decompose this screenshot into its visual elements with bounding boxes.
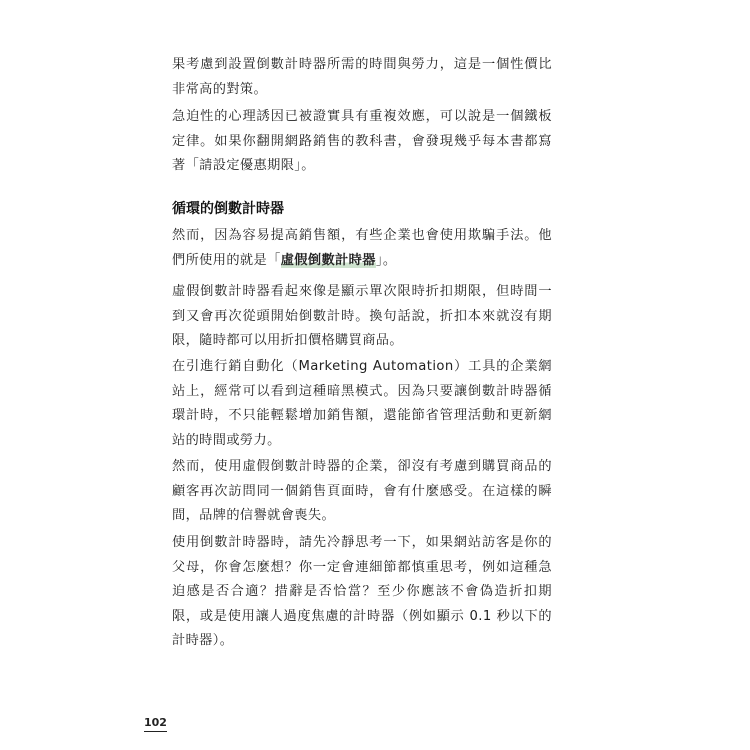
- page-number: 102: [144, 716, 167, 732]
- paragraph-7: 使用倒數計時器時，請先冷靜思考一下，如果網站訪客是你的父母，你會怎麼想？你一定會連細節都慎重思考，例如這種急迫感是否合適？措辭是否恰當？至少你應該不會偽造折扣期限，或是使用讓人過度焦慮的計時器（例如顯示 0.1 秒以下的計時器）。: [172, 535, 552, 648]
- paragraph-3-before: 然而，因為容易提高銷售額，有些企業也會使用欺騙手法。他們所使用的就是「: [172, 228, 552, 268]
- paragraph-6: 然而，使用虛假倒數計時器的企業，卻沒有考慮到購買商品的顧客再次訪問同一個銷售頁面時，會有什麼感受。在這樣的瞬間，品牌的信譽就會喪失。: [172, 459, 552, 523]
- highlighted-term: 虛假倒數計時器: [280, 252, 376, 268]
- paragraph-3-after: 」。: [375, 252, 397, 268]
- paragraph-1: 果考慮到設置倒數計時器所需的時間與勞力，這是一個性價比非常高的對策。: [172, 57, 552, 97]
- paragraph-4: 虛假倒數計時器看起來像是顯示單次限時折扣期限，但時間一到又會再次從頭開始倒數計時。換句話說，折扣本來就沒有期限，隨時都可以用折扣價格購買商品。: [172, 284, 552, 348]
- paragraph-5: 在引進行銷自動化（Marketing Automation）工具的企業網站上，經常可以看到這種暗黑模式。因為只要讓倒數計時器循環計時，不只能輕鬆增加銷售額，還能節省管理活動和更新網站的時間或勞力。: [172, 359, 552, 448]
- section-heading: 循環的倒數計時器: [172, 201, 284, 217]
- paragraph-2: 急迫性的心理誘因已被證實具有重複效應，可以說是一個鐵板定律。如果你翻開網路銷售的教科書，會發現幾乎每本書都寫著「請設定優惠期限」。: [172, 109, 552, 173]
- paragraph-3: [172, 224, 552, 273]
